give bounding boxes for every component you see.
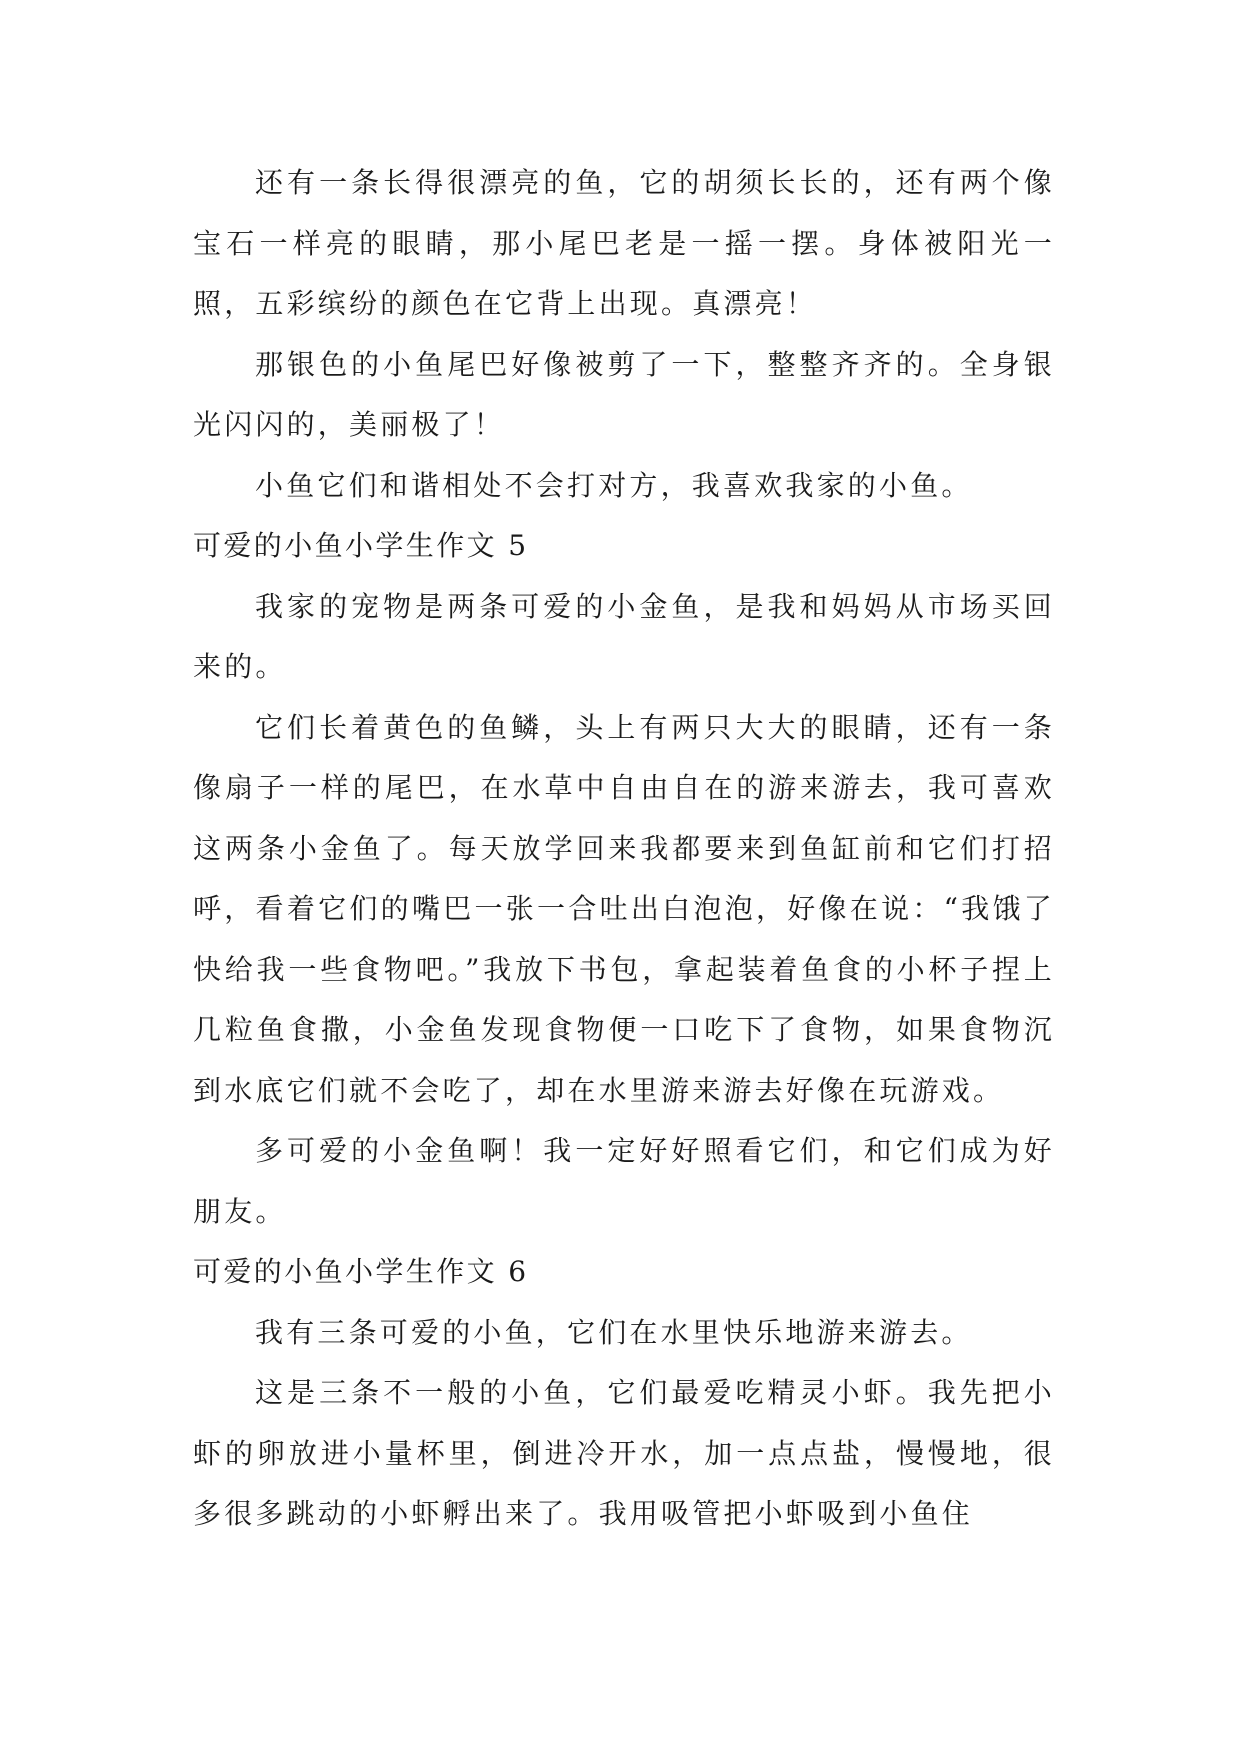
paragraph: 它们长着黄色的鱼鳞，头上有两只大大的眼睛，还有一条像扇子一样的尾巴，在水草中自由自在的游来游去，我可喜欢这两条小金鱼了。每天放学回来我都要来到鱼缸前和它们打招呼，看着它们的嘴巴一张一合吐出白泡泡，好像在说：“我饿了快给我一些食物吧。”我放下书包，拿起装着鱼食的小杯子捏上几粒鱼食撒，小金鱼发现食物便一口吃下了食物，如果食物沉到水底它们就不会吃了，却在水里游来游去好像在玩游戏。 xyxy=(193,710,1055,1107)
section-heading: 可爱的小鱼小学生作文 5 xyxy=(193,529,529,562)
paragraph: 小鱼它们和谐相处不会打对方，我喜欢我家的小鱼。 xyxy=(255,468,973,502)
paragraph: 那银色的小鱼尾巴好像被剪了一下，整整齐齐的。全身银光闪闪的，美丽极了！ xyxy=(193,347,1055,441)
paragraph: 还有一条长得很漂亮的鱼，它的胡须长长的，还有两个像宝石一样亮的眼睛，那小尾巴老是一摇一摆。身体被阳光一照，五彩缤纷的颜色在它背上出现。真漂亮！ xyxy=(193,166,1055,320)
paragraph: 这是三条不一般的小鱼，它们最爱吃精灵小虾。我先把小虾的卵放进小量杯里，倒进冷开水，加一点点盐，慢慢地，很多很多跳动的小虾孵出来了。我用吸管把小虾吸到小鱼住 xyxy=(193,1376,1055,1530)
document-body xyxy=(193,153,1055,1545)
paragraph: 我家的宠物是两条可爱的小金鱼，是我和妈妈从市场买回来的。 xyxy=(193,589,1055,683)
paragraph: 我有三条可爱的小鱼，它们在水里快乐地游来游去。 xyxy=(255,1315,973,1349)
paragraph: 多可爱的小金鱼啊！我一定好好照看它们，和它们成为好朋友。 xyxy=(193,1134,1055,1228)
section-heading: 可爱的小鱼小学生作文 6 xyxy=(193,1255,529,1288)
